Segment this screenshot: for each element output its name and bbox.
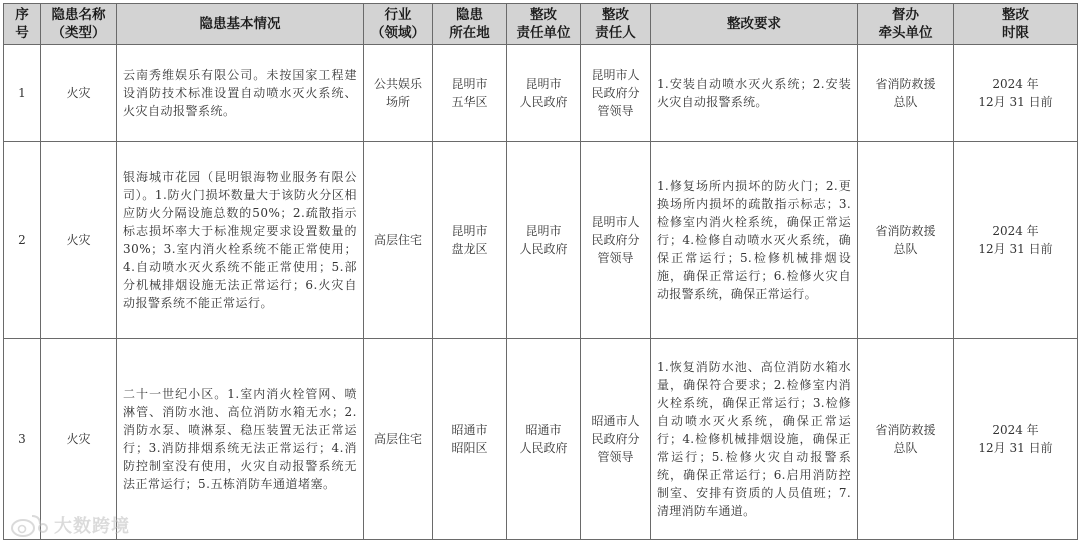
- cell-supervisor: 省消防救援 总队: [858, 142, 954, 339]
- header-name-type: 隐患名称 （类型）: [41, 4, 117, 45]
- table-row: [4, 142, 1078, 339]
- cell-seq: 2: [4, 142, 41, 339]
- cell-supervisor: 省消防救援 总队: [858, 45, 954, 142]
- header-requirement: 整改要求: [651, 4, 858, 45]
- watermark-text: 大数跨境: [54, 516, 130, 537]
- header-description: 隐患基本情况: [117, 4, 364, 45]
- cell-requirement: 1.安装自动喷水灭火系统；2.安装火灾自动报警系统。: [651, 45, 858, 142]
- cell-unit: 昆明市 人民政府: [507, 142, 581, 339]
- hazard-table: [3, 3, 1078, 540]
- cell-deadline: 2024 年 12月 31 日前: [954, 142, 1078, 339]
- header-industry: 行业 （领域）: [364, 4, 433, 45]
- cell-requirement: 1.修复场所内损坏的防火门；2.更换场所内损坏的疏散指示标志；3.检修室内消火栓系统，确保正常运行；4.检修自动喷水灭火系统，确保正常运行；5.检修机械排烟设施，确保正常运行；6.检修火灾自动报警系统，确保正常运行。: [651, 142, 858, 339]
- cell-supervisor: 省消防救援 总队: [858, 339, 954, 540]
- cell-seq: 1: [4, 45, 41, 142]
- cell-name-type: 火灾: [41, 339, 117, 540]
- header-row: [4, 4, 1078, 45]
- header-unit: 整改 责任单位: [507, 4, 581, 45]
- cell-location: 昆明市 盘龙区: [433, 142, 507, 339]
- cell-person: 昭通市人 民政府分 管领导: [581, 339, 651, 540]
- cell-location: 昭通市 昭阳区: [433, 339, 507, 540]
- cell-description: 云南秀维娱乐有限公司。未按国家工程建设消防技术标准设置自动喷水灭火系统、火灾自动报警系统。: [117, 45, 364, 142]
- weibo-logo-icon: [10, 512, 50, 538]
- cell-person: 昆明市人 民政府分 管领导: [581, 45, 651, 142]
- header-deadline: 整改 时限: [954, 4, 1078, 45]
- table-row: [4, 339, 1078, 540]
- cell-description: 银海城市花园（昆明银海物业服务有限公司）。1.防火门损坏数量大于该防火分区相应防火分隔设施总数的50%；2.疏散指示标志损坏率大于标准规定要求设置数量的 30%；3.室内消火栓系统不能正常使用；4.自动喷水灭火系统不能正常使用；5.部分机械排烟设施无法正常运行；6.火灾自动报警系统不能正常运行。: [117, 142, 364, 339]
- cell-name-type: 火灾: [41, 142, 117, 339]
- watermark: [10, 512, 130, 538]
- cell-description: 二十一世纪小区。1.室内消火栓管网、喷淋管、消防水池、高位消防水箱无水；2.消防水泵、喷淋泵、稳压装置无法正常运行；3.消防排烟系统无法正常运行；4.消防控制室没有使用，火灾自动报警系统无法正常运行；5.五栋消防车通道堵塞。: [117, 339, 364, 540]
- cell-unit: 昆明市 人民政府: [507, 45, 581, 142]
- cell-unit: 昭通市 人民政府: [507, 339, 581, 540]
- cell-deadline: 2024 年 12月 31 日前: [954, 339, 1078, 540]
- cell-location: 昆明市 五华区: [433, 45, 507, 142]
- table-row: [4, 45, 1078, 142]
- cell-industry: 高层住宅: [364, 142, 433, 339]
- header-supervisor: 督办 牵头单位: [858, 4, 954, 45]
- cell-industry: 公共娱乐 场所: [364, 45, 433, 142]
- cell-person: 昆明市人 民政府分 管领导: [581, 142, 651, 339]
- cell-seq: 3: [4, 339, 41, 540]
- header-location: 隐患 所在地: [433, 4, 507, 45]
- cell-name-type: 火灾: [41, 45, 117, 142]
- header-person: 整改 责任人: [581, 4, 651, 45]
- cell-industry: 高层住宅: [364, 339, 433, 540]
- cell-deadline: 2024 年 12月 31 日前: [954, 45, 1078, 142]
- header-seq: 序 号: [4, 4, 41, 45]
- cell-requirement: 1.恢复消防水池、高位消防水箱水量，确保符合要求；2.检修室内消火栓系统，确保正常运行；3.检修自动喷水灭火系统，确保正常运行；4.检修机械排烟设施，确保正常运行；5.检修火灾自动报警系统，确保正常运行；6.启用消防控制室、安排有资质的人员值班；7.清理消防车通道。: [651, 339, 858, 540]
